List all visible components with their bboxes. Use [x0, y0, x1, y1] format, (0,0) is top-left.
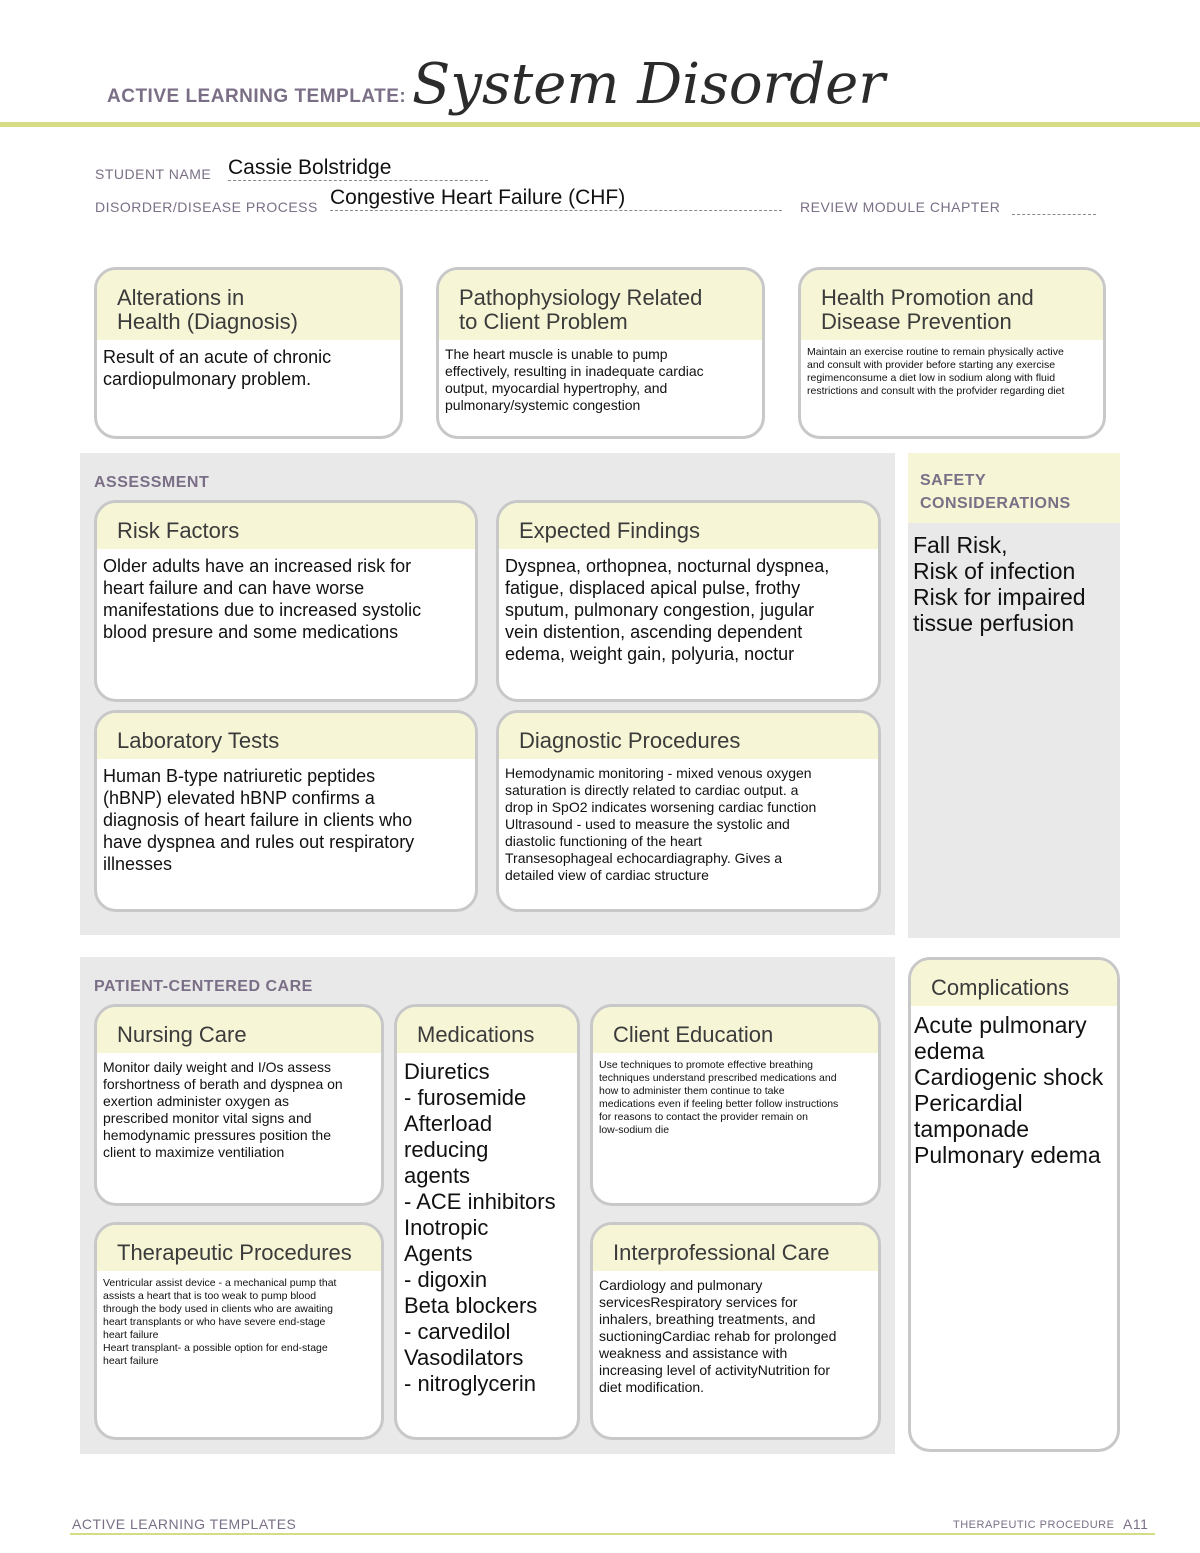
review-module-label: REVIEW MODULE CHAPTER [800, 199, 1001, 215]
medications-title: Medications [397, 1007, 577, 1053]
footer-left: ACTIVE LEARNING TEMPLATES [72, 1516, 297, 1532]
health-promotion-title: Health Promotion and Disease Prevention [801, 270, 1103, 340]
client-education-body[interactable]: Use techniques to promote effective breathing techniques understand prescribed medications and how to administer them continue to take medications even if feeling better follow instructions for reasons to contact the provider remain on low-sodium die [599, 1059, 839, 1136]
alterations-box [94, 267, 403, 439]
interprofessional-care-body[interactable]: Cardiology and pulmonary servicesRespiratory services for inhalers, breathing treatments, and suctioningCardiac rehab for prolonged weakness and assistance with increasing level of activityNutrition for diet modification. [599, 1277, 837, 1395]
expected-findings-box [496, 500, 881, 702]
expected-findings-title: Expected Findings [499, 503, 878, 549]
safety-body[interactable]: Fall Risk, Risk of infection Risk for impaired tissue perfusion [913, 532, 1086, 636]
header-divider [0, 122, 1200, 127]
laboratory-tests-title: Laboratory Tests [97, 713, 475, 759]
review-module-field[interactable] [1012, 196, 1096, 215]
interprofessional-care-title: Interprofessional Care [593, 1225, 878, 1271]
expected-findings-body[interactable]: Dyspnea, orthopnea, nocturnal dyspnea, fatigue, displaced apical pulse, frothy sputum, pulmonary congestion, jugular vein distention, ascending dependent edema, weight gain, polyuria, noctur [505, 556, 830, 664]
patient-care-title: PATIENT-CENTERED CARE [94, 978, 313, 995]
laboratory-tests-box [94, 710, 478, 912]
alterations-body[interactable]: Result of an acute of chronic cardiopulmonary problem. [103, 347, 332, 389]
diagnostic-procedures-box [496, 710, 881, 912]
medications-box [394, 1004, 580, 1440]
health-promotion-box [798, 267, 1106, 439]
pathophysiology-title: Pathophysiology Related to Client Problem [439, 270, 762, 340]
risk-factors-title: Risk Factors [97, 503, 475, 549]
risk-factors-box [94, 500, 478, 702]
health-promotion-body[interactable]: Maintain an exercise routine to remain physically active and consult with provider before starting any exercise regimenconsume a diet low in sodium along with fluid restrictions and consult with the profvider regarding diet [807, 346, 1065, 397]
footer-divider [70, 1533, 1155, 1535]
therapeutic-procedures-body[interactable]: Ventricular assist device - a mechanical pump that assists a heart that is too weak to pump blood through the body used in clients who are awaiting heart transplants or who have severe end-stage heart failure Heart transplant- a possible option for end-stage heart failure [103, 1277, 337, 1367]
safety-title: SAFETY CONSIDERATIONS [908, 453, 1120, 523]
therapeutic-procedures-title: Therapeutic Procedures [97, 1225, 381, 1271]
diagnostic-procedures-body[interactable]: Hemodynamic monitoring - mixed venous oxygen saturation is directly related to cardiac output. a drop in SpO2 indicates worsening cardiac function Ultrasound - used to measure the systolic and diastolic functioning of the heart Transesophageal echocardiagraphy. Gives a detailed view of cardiac structure [505, 765, 817, 883]
footer-page-number: A11 [1123, 1516, 1149, 1532]
pathophysiology-box [436, 267, 765, 439]
therapeutic-procedures-box [94, 1222, 384, 1440]
medications-body[interactable]: Diuretics - furosemide Afterload reducing agents - ACE inhibitors Inotropic Agents - digoxin Beta blockers - carvedilol Vasodilators - nitroglycerin [404, 1059, 556, 1396]
complications-title: Complications [911, 960, 1117, 1006]
laboratory-tests-body[interactable]: Human B-type natriuretic peptides (hBNP) elevated hBNP confirms a diagnosis of heart failure in clients who have dyspnea and rules out respiratory illnesses [103, 766, 415, 874]
disorder-label: DISORDER/DISEASE PROCESS [95, 199, 318, 215]
student-name-field[interactable]: Cassie Bolstridge [228, 156, 488, 181]
footer-section: THERAPEUTIC PROCEDURE [953, 1519, 1115, 1531]
client-education-box [590, 1004, 881, 1206]
pathophysiology-body[interactable]: The heart muscle is unable to pump effectively, resulting in inadequate cardiac output, myocardial hypertrophy, and pulmonary/systemic congestion [445, 346, 704, 413]
page-title: System Disorder [412, 52, 886, 117]
safety-panel [908, 453, 1120, 938]
risk-factors-body[interactable]: Older adults have an increased risk for heart failure and can have worse manifestations due to increased systolic blood presure and some medications [103, 556, 422, 642]
alterations-title: Alterations in Health (Diagnosis) [97, 270, 400, 340]
template-label: ACTIVE LEARNING TEMPLATE: [107, 86, 407, 107]
client-education-title: Client Education [593, 1007, 878, 1053]
nursing-care-box [94, 1004, 384, 1206]
interprofessional-care-box [590, 1222, 881, 1440]
complications-box [908, 957, 1120, 1452]
diagnostic-procedures-title: Diagnostic Procedures [499, 713, 878, 759]
student-name-label: STUDENT NAME [95, 166, 212, 182]
disorder-field[interactable]: Congestive Heart Failure (CHF) [330, 186, 782, 211]
complications-body[interactable]: Acute pulmonary edema Cardiogenic shock Pericardial tamponade Pulmonary edema [914, 1012, 1104, 1168]
nursing-care-title: Nursing Care [97, 1007, 381, 1053]
assessment-title: ASSESSMENT [94, 474, 210, 491]
nursing-care-body[interactable]: Monitor daily weight and I/Os assess forshortness of berath and dyspnea on exertion administer oxygen as prescribed monitor vital signs and hemodynamic pressures position the client to maximize ventiliation [103, 1059, 343, 1160]
